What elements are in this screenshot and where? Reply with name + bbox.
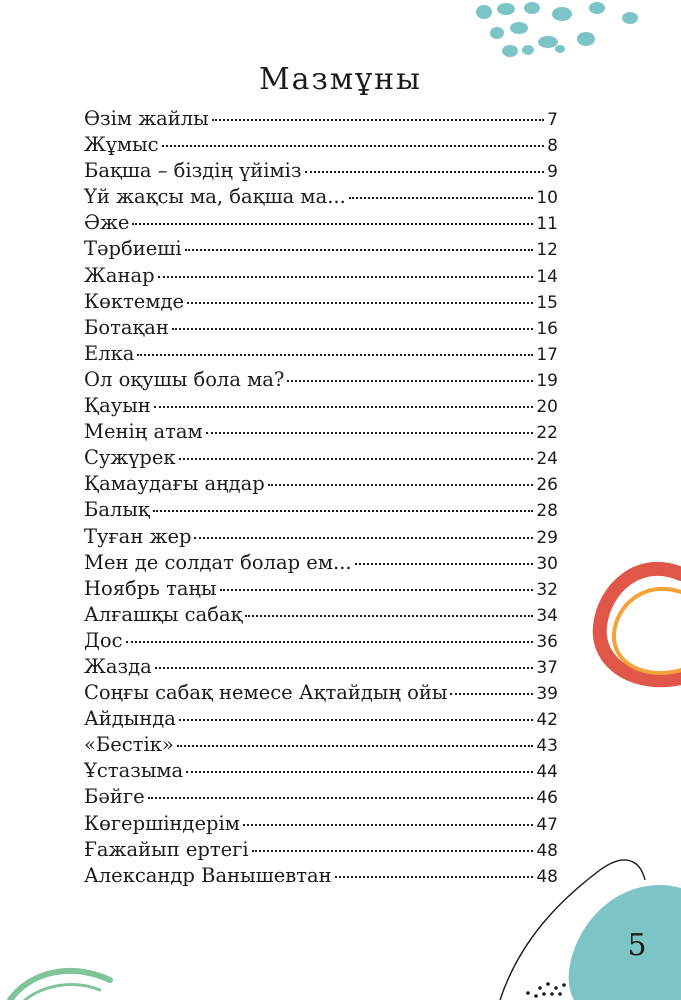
dot-leader [220,589,534,591]
toc-entry [84,289,558,315]
toc-entry-title: Жазда [84,654,152,678]
dot-leader [158,276,534,278]
dot-leader [185,249,534,251]
toc-entry [84,550,558,576]
toc-entry-page: 20 [536,397,558,418]
dot-leader [305,171,545,173]
dot-leader [206,432,534,434]
toc-entry-page: 19 [536,370,558,391]
toc-entry-page: 32 [536,579,558,600]
toc-entry-page: 10 [536,188,558,209]
toc-entry [84,497,558,523]
toc-entry-page: 9 [547,162,558,183]
toc-entry-page: 29 [536,527,558,548]
dot-leader [155,667,534,669]
toc-entry [84,184,558,210]
table-of-contents [84,106,558,889]
toc-entry-page: 46 [536,788,558,809]
toc-entry [84,471,558,497]
toc-entry [84,706,558,732]
dot-leader [212,119,544,121]
toc-entry [84,158,558,184]
dot-leader [137,354,533,356]
toc-entry-page: 14 [536,266,558,287]
toc-entry-title: Балық [84,498,150,522]
toc-entry-page: 28 [536,501,558,522]
toc-entry-title: Жұмыс [84,133,159,157]
toc-entry-title: Ботақан [84,315,169,339]
toc-entry-title: Көгершіндерім [84,811,240,835]
toc-entry-title: Александр Ванышевтан [84,863,332,887]
dot-leader [172,328,533,330]
toc-entry-page: 34 [536,605,558,626]
dot-leader [243,824,533,826]
toc-entry-page: 39 [536,684,558,705]
toc-entry-title: Ұстазыма [84,759,184,783]
toc-entry [84,393,558,419]
toc-entry [84,576,558,602]
toc-entry-title: Ноябрь таңы [84,576,217,600]
dot-leader [252,850,534,852]
toc-entry-page: 42 [536,710,558,731]
toc-entry [84,680,558,706]
red-ring-decoration [600,569,681,680]
toc-entry [84,837,558,863]
toc-entry-page: 16 [536,318,558,339]
dot-leader [177,745,533,747]
teal-dots-decoration [476,2,638,57]
toc-entry [84,106,558,132]
toc-entry-title: Қамаудағы аңдар [84,472,265,496]
toc-entry [84,132,558,158]
dot-leader [268,484,534,486]
dot-leader [179,458,534,460]
toc-entry-page: 8 [547,136,558,157]
toc-entry-page: 30 [536,553,558,574]
toc-entry-title: Тәрбиеші [84,237,182,261]
toc-entry-page: 22 [536,423,558,444]
dot-leader [186,771,533,773]
toc-entry-page: 17 [536,344,558,365]
toc-entry-title: Менің атам [84,420,203,444]
toc-entry [84,315,558,341]
dot-leader [450,693,533,695]
toc-entry-page: 47 [536,814,558,835]
toc-entry [84,863,558,889]
toc-entry [84,811,558,837]
green-arc-decoration [10,971,110,1000]
toc-entry [84,263,558,289]
toc-entry-title: Айдында [84,707,176,731]
toc-entry-page: 24 [536,449,558,470]
dot-leader [126,641,534,643]
dot-leader [162,145,545,147]
dot-leader [287,380,533,382]
dot-leader [153,510,534,512]
dot-leader [194,537,533,539]
toc-entry-title: Бақша – біздің үйіміз [84,159,302,183]
toc-entry-title: Ол оқушы бола ма? [84,367,285,391]
toc-entry [84,654,558,680]
dot-leader [245,615,533,617]
toc-title: Мазмұны [258,62,423,97]
toc-entry-title: «Бестік» [84,733,174,757]
toc-entry-title: Қауын [84,394,151,418]
toc-entry-title: Сужүрек [84,446,176,470]
toc-entry-page: 36 [536,631,558,652]
dot-leader [132,223,533,225]
toc-entry-page: 26 [536,475,558,496]
toc-entry-title: Мен де солдат болар ем... [84,550,352,574]
toc-entry-title: Әже [84,211,130,235]
toc-entry-title: Елка [84,341,135,365]
dot-leader [179,719,533,721]
dot-leader [355,563,534,565]
toc-entry [84,445,558,471]
dot-leader [154,406,534,408]
toc-entry [84,784,558,810]
toc-entry-page: 48 [536,840,558,861]
toc-entry-page: 15 [536,292,558,313]
toc-entry-title: Өзім жайлы [84,107,209,130]
toc-entry [84,602,558,628]
page-number: 5 [627,928,647,963]
dot-leader [335,876,534,878]
toc-entry-title: Жанар [84,263,155,287]
toc-entry [84,628,558,654]
toc-entry-page: 37 [536,657,558,678]
toc-entry-title: Туған жер [84,524,192,548]
toc-entry [84,236,558,262]
toc-entry [84,732,558,758]
toc-entry-page: 43 [536,736,558,757]
toc-entry-page: 48 [536,866,558,887]
toc-entry-title: Соңғы сабақ немесе Ақтайдың ойы [84,681,448,705]
toc-entry-page: 11 [536,214,558,235]
toc-entry-title: Алғашқы сабақ [84,602,243,626]
toc-entry-title: Бәйге [84,785,145,809]
dot-leader [148,797,534,799]
dot-leader [349,197,534,199]
toc-entry [84,758,558,784]
dot-leader [187,302,533,304]
toc-entry-title: Көктемде [84,289,185,313]
toc-entry-page: 7 [547,110,558,130]
toc-entry-title: Дос [84,628,123,652]
toc-entry-page: 44 [536,762,558,783]
toc-entry [84,524,558,550]
toc-entry-title: Ғажайып ертегі [84,837,249,861]
toc-entry [84,210,558,236]
toc-entry [84,367,558,393]
toc-entry-page: 12 [536,240,558,261]
toc-entry [84,341,558,367]
toc-entry-title: Үй жақсы ма, бақша ма... [84,185,346,209]
toc-entry [84,419,558,445]
